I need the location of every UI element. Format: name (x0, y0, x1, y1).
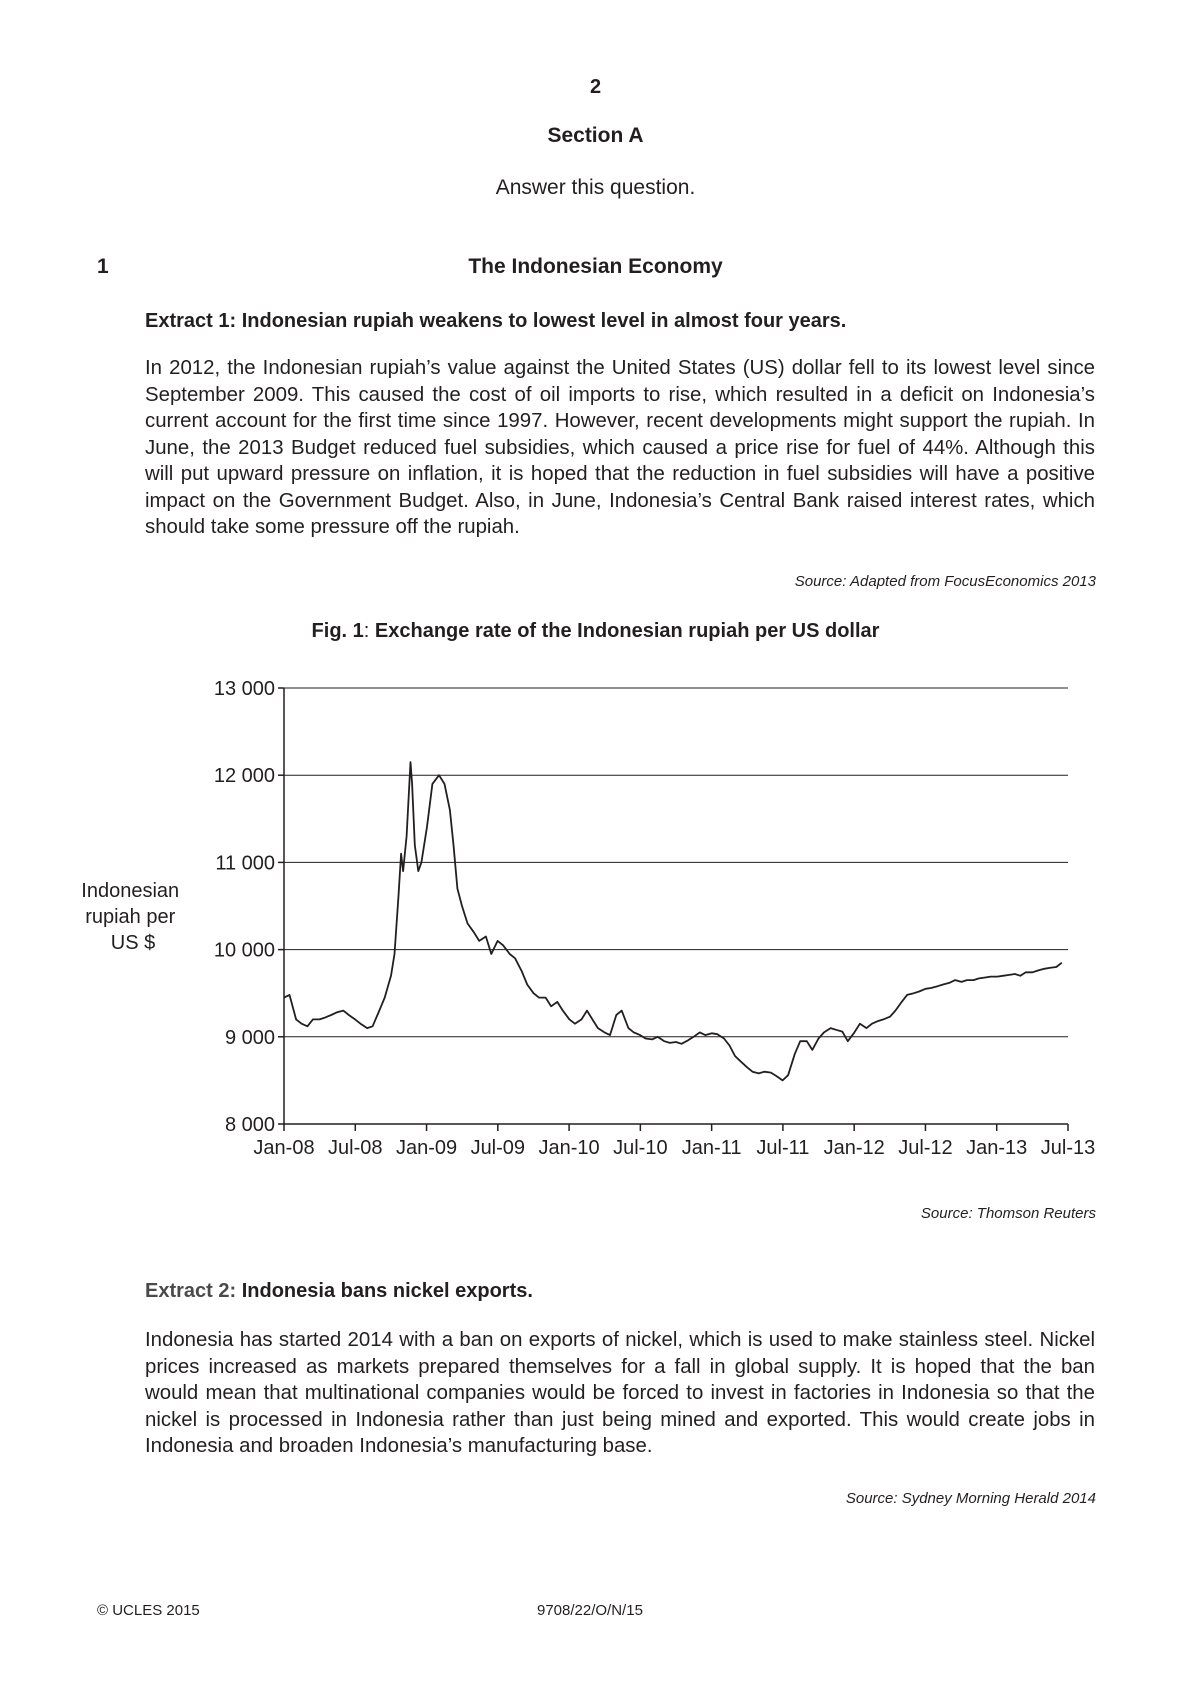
x-tick-label: Jul-12 (898, 1137, 953, 1159)
x-tick-label: Jul-11 (756, 1137, 810, 1159)
extract-1-label: Extract 1: (145, 310, 237, 332)
x-tick-label: Jan-08 (253, 1137, 315, 1159)
extract-2-title: Indonesia bans nickel exports. (241, 1280, 533, 1302)
y-tick-label: 13 000 (213, 678, 275, 700)
x-tick-label: Jan-10 (538, 1137, 600, 1159)
x-tick-label: Jul-10 (613, 1137, 668, 1159)
extract-1-title: Indonesian rupiah weakens to lowest level in almost four years. (241, 310, 847, 332)
y-tick-label: 12 000 (213, 765, 275, 788)
x-tick-label: Jul-09 (470, 1137, 526, 1159)
exchange-rate-line (284, 762, 1062, 1080)
question-number: 1 (97, 255, 109, 278)
extract-2-heading (145, 1280, 533, 1303)
extract-1-heading (145, 310, 846, 333)
figure-title: Fig. 1: Exchange rate of the Indonesian rupiah per US dollar (311, 620, 880, 642)
y-tick-label: 10 000 (213, 939, 275, 962)
extract-1-text: In 2012, the Indonesian rupiah’s value against the United States (US) dollar fell to its lowest level since September 2009. This caused the cost of oil imports to rise, which resulted in a deficit on Indonesia’s current account for the first time since 1997. However, recent developments might support the rupiah. In June, the 2013 Budget reduced fuel subsidies, which caused a price rise for fuel of 44%. Although this will put upward pressure on inflation, it is hoped that the reduction in fuel subsidies will have a positive impact on the Government Budget. Also, in June, Indonesia’s Central Bank raised interest rates, which should take some pressure off the rupiah. (145, 357, 1095, 538)
instruction: Answer this question. (495, 176, 696, 199)
y-tick-label: 8 000 (224, 1114, 275, 1136)
y-axis (214, 678, 284, 1136)
y-tick-label: 9 000 (224, 1026, 275, 1049)
y-tick-label: 11 000 (215, 852, 275, 875)
figure-caption: Exchange rate of the Indonesian rupiah per US dollar (374, 620, 880, 642)
x-axis (253, 1124, 1095, 1159)
extract-1-source: Source: Adapted from FocusEconomics 2013 (794, 573, 1096, 590)
extract-2-source: Source: Sydney Morning Herald 2014 (845, 1490, 1096, 1507)
extract-2-label: Extract 2: (145, 1280, 237, 1302)
footer-code: 9708/22/O/N/15 (537, 1602, 643, 1619)
exchange-rate-chart (0, 660, 1191, 1180)
x-tick-label: Jul-13 (1040, 1137, 1096, 1159)
x-tick-label: Jan-12 (823, 1137, 885, 1159)
section-title: Section A (547, 124, 644, 147)
figure-source: Source: Thomson Reuters (920, 1205, 1096, 1222)
x-tick-label: Jan-09 (395, 1137, 458, 1159)
x-tick-label: Jul-08 (328, 1137, 383, 1159)
y-axis-label: Indonesian rupiah per US $ (81, 880, 180, 954)
extract-2-text: Indonesia has started 2014 with a ban on exports of nickel, which is used to make stainless steel. Nickel prices increased as markets prepared themselves for a fall in global supply. It is hoped that the ban would mean that multinational companies would be forced to invest in factories in Indonesia so that the nickel is processed in Indonesia rather than just being mined and exported. This would create jobs in Indonesia and broaden Indonesia’s manufacturing base. (145, 1329, 1095, 1457)
page-number: 2 (589, 76, 602, 98)
footer-copyright: © UCLES 2015 (97, 1602, 200, 1619)
question-title: The Indonesian Economy (468, 255, 723, 278)
x-tick-label: Jan-11 (681, 1137, 742, 1159)
x-tick-label: Jan-13 (966, 1137, 1028, 1159)
figure-label: Fig. 1 (311, 620, 364, 642)
